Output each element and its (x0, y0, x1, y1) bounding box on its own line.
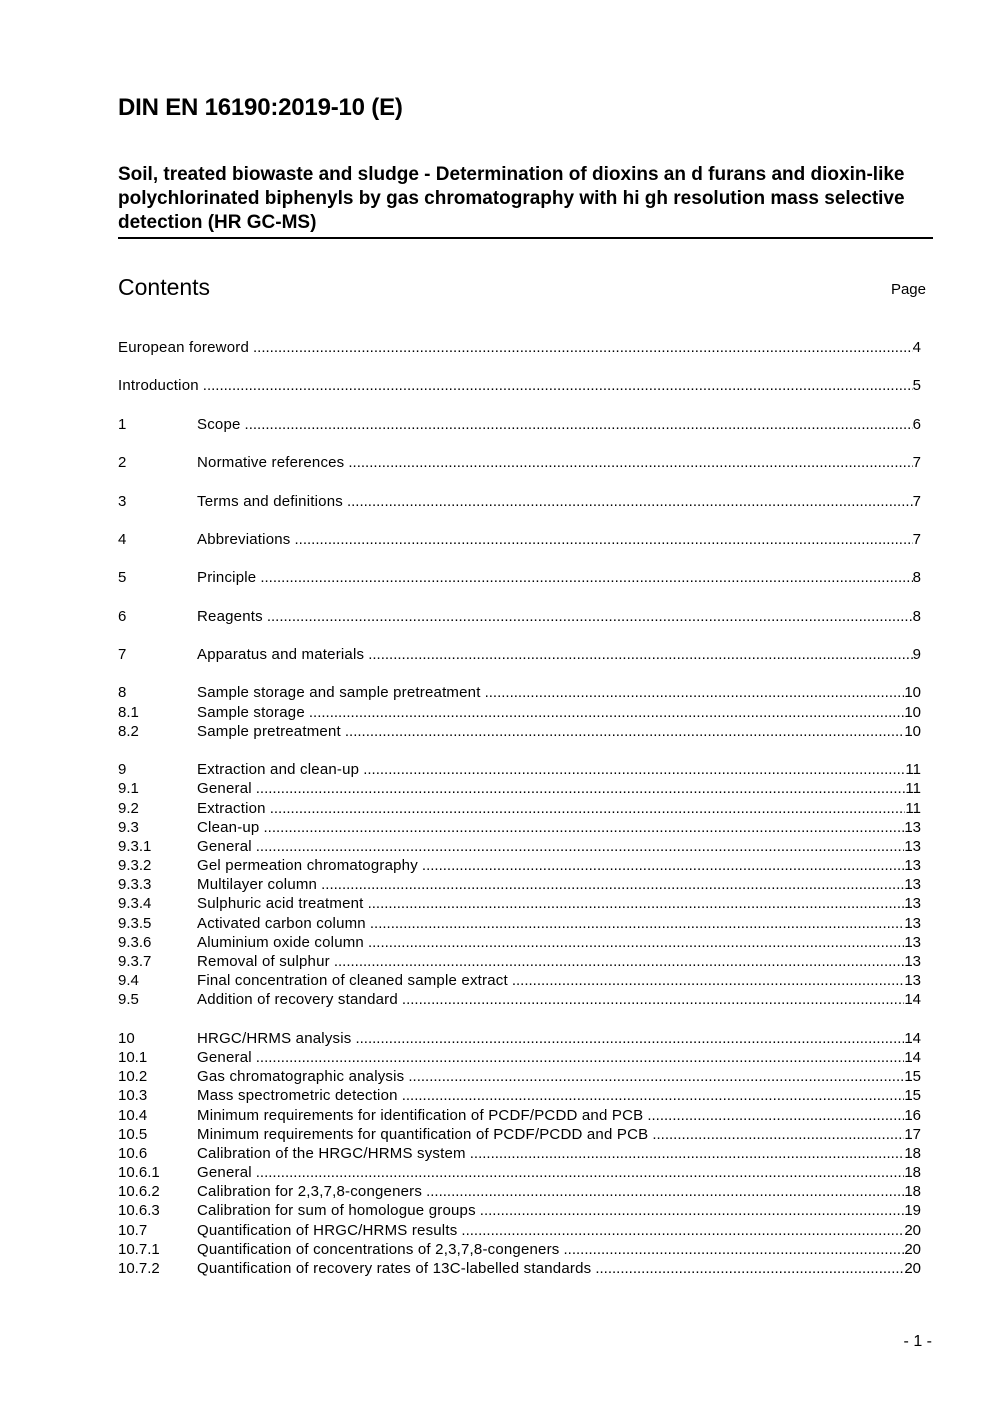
toc-entry-page: 9 (912, 646, 921, 663)
toc-entry-page: 18 (904, 1183, 921, 1201)
toc-entry[interactable] (118, 856, 921, 875)
toc-entry[interactable] (118, 1144, 921, 1163)
toc-entry[interactable] (118, 1163, 921, 1182)
toc-entry-page: 11 (905, 780, 921, 798)
toc-entry-number: 10.6.2 (118, 1183, 160, 1201)
toc-dot-leader (355, 1029, 904, 1048)
toc-dot-leader (368, 894, 905, 913)
toc-dot-leader (647, 1106, 904, 1125)
toc-dot-leader (245, 415, 913, 434)
toc-dot-leader (345, 722, 904, 741)
toc-entry-title: Aluminium oxide column (197, 933, 364, 951)
toc-entry-page: 13 (904, 895, 921, 913)
toc-entry[interactable] (118, 530, 921, 549)
toc-entry-number: 9.1 (118, 780, 139, 798)
toc-dot-leader (595, 1259, 904, 1278)
toc-entry-title: Sample pretreatment (197, 722, 341, 740)
toc-entry-page: 11 (905, 761, 921, 779)
toc-entry-title: Sample storage (197, 703, 305, 721)
toc-entry-title: Normative references (197, 454, 345, 472)
toc-entry[interactable] (118, 1029, 921, 1048)
table-of-contents (118, 338, 921, 1278)
toc-entry[interactable] (118, 1201, 921, 1220)
toc-dot-leader (256, 1048, 905, 1067)
toc-entry-page: 10 (904, 703, 921, 721)
toc-entry-number: 10.7.1 (118, 1240, 160, 1258)
toc-dot-leader (253, 338, 913, 357)
toc-dot-leader (512, 971, 904, 990)
toc-entry[interactable] (118, 990, 921, 1009)
toc-entry-number: 4 (118, 530, 127, 548)
toc-entry-title: Mass spectrometric detection (197, 1087, 398, 1105)
document-id: DIN EN 16190:2019-10 (E) (118, 94, 403, 121)
toc-entry-page: 8 (912, 607, 921, 625)
toc-entry[interactable] (118, 914, 921, 933)
toc-entry[interactable] (118, 894, 921, 913)
toc-entry-title: Sample storage and sample pretreatment (197, 684, 481, 702)
toc-entry-number: 9.5 (118, 991, 139, 1009)
toc-entry-number: 9.4 (118, 972, 139, 990)
toc-entry-title: European foreword (118, 339, 249, 356)
toc-entry-number: 9.3.5 (118, 914, 152, 932)
toc-entry[interactable] (118, 799, 921, 818)
toc-dot-leader (295, 530, 913, 549)
toc-entry-title: Calibration of the HRGC/HRMS system (197, 1144, 466, 1162)
toc-entry[interactable] (118, 1086, 921, 1105)
toc-entry[interactable] (118, 952, 921, 971)
toc-entry-page: 7 (912, 454, 921, 472)
toc-dot-leader (408, 1067, 904, 1086)
toc-entry-page: 10 (904, 684, 921, 702)
page-number: - 1 - (903, 1333, 932, 1350)
toc-entry-number: 8.2 (118, 722, 139, 740)
toc-entry-title: Reagents (197, 607, 263, 625)
toc-entry-title: Quantification of recovery rates of 13C-labelled standards (197, 1260, 592, 1277)
contents-heading: Contents (118, 274, 211, 300)
toc-entry-title: Addition of recovery standard (197, 991, 398, 1009)
toc-dot-leader (368, 933, 904, 952)
toc-dot-leader (485, 683, 905, 702)
toc-dot-leader (348, 453, 912, 472)
toc-entry-title: Scope (197, 415, 241, 433)
toc-entry-page: 16 (904, 1106, 921, 1124)
toc-entry-title: Minimum requirements for identification of PCDF/PCDD and PCB (197, 1106, 644, 1124)
toc-entry-number: 10.7 (118, 1221, 148, 1239)
toc-entry-page: 13 (904, 972, 921, 990)
toc-entry-number: 10.7.2 (118, 1260, 160, 1277)
toc-dot-leader (260, 568, 912, 587)
toc-entry[interactable] (118, 453, 921, 472)
toc-entry-page: 18 (904, 1144, 921, 1162)
toc-entry-number: 9.3.4 (118, 895, 152, 913)
toc-entry-page: 11 (905, 799, 921, 817)
toc-entry-title: Removal of sulphur (197, 953, 330, 970)
toc-entry-page: 10 (904, 722, 921, 740)
toc-entry[interactable] (118, 1067, 921, 1086)
toc-dot-leader (363, 760, 905, 779)
toc-entry-page: 4 (912, 339, 921, 356)
toc-entry[interactable] (118, 837, 921, 856)
toc-entry-page: 20 (904, 1260, 921, 1277)
toc-dot-leader (347, 492, 913, 511)
toc-entry[interactable] (118, 1125, 921, 1144)
toc-entry[interactable] (118, 1182, 921, 1201)
toc-entry[interactable] (118, 722, 921, 741)
toc-entry-page: 13 (904, 837, 921, 855)
toc-entry-title: Activated carbon column (197, 914, 366, 932)
toc-entry-title: Abbreviations (197, 530, 291, 548)
toc-entry-number: 10.4 (118, 1106, 148, 1124)
toc-entry[interactable] (118, 971, 921, 990)
toc-dot-leader (256, 837, 905, 856)
page-column-heading: Page (890, 281, 926, 298)
toc-entry-number: 9.3.2 (118, 857, 152, 875)
toc-entry[interactable] (118, 760, 921, 779)
toc-entry[interactable] (118, 568, 921, 587)
toc-entry[interactable] (118, 683, 921, 702)
toc-entry-page: 18 (904, 1164, 921, 1182)
toc-entry-title: Terms and definitions (197, 492, 343, 510)
toc-entry-page: 20 (904, 1240, 921, 1258)
toc-entry-title: Introduction (118, 377, 199, 395)
toc-entry-page: 8 (912, 569, 921, 587)
toc-entry-number: 3 (118, 492, 127, 510)
toc-entry-number: 9 (118, 761, 127, 779)
toc-dot-leader (263, 818, 904, 837)
toc-dot-leader (368, 645, 912, 664)
toc-entry-number: 10.6.3 (118, 1202, 160, 1220)
toc-entry-number: 2 (118, 454, 127, 472)
toc-dot-leader (267, 607, 913, 626)
document-title: Soil, treated biowaste and sludge - Determination of dioxins an d furans and dioxin-like polychlorinated biphenyls by gas chromatography with hi gh resolution mass selective detection (HR GC-MS) (118, 163, 933, 239)
toc-dot-leader (370, 914, 904, 933)
toc-entry-page: 13 (904, 953, 921, 970)
toc-dot-leader (309, 703, 904, 722)
toc-entry-number: 7 (118, 646, 127, 663)
toc-entry[interactable] (118, 415, 921, 434)
toc-entry-page: 14 (904, 1048, 921, 1066)
toc-dot-leader (480, 1201, 905, 1220)
toc-entry-title: Clean-up (197, 818, 260, 836)
toc-entry-title: Quantification of concentrations of 2,3,7,8-congeners (197, 1240, 560, 1258)
toc-dot-leader (461, 1221, 904, 1240)
toc-entry-page: 17 (904, 1125, 921, 1143)
toc-entry-page: 20 (904, 1221, 921, 1239)
toc-dot-leader (470, 1144, 905, 1163)
toc-dot-leader (422, 856, 904, 875)
toc-entry[interactable] (118, 818, 921, 837)
toc-entry-number: 9.3.3 (118, 876, 152, 894)
toc-entry[interactable] (118, 703, 921, 722)
toc-entry-number: 10.1 (118, 1048, 148, 1066)
toc-entry[interactable] (118, 607, 921, 626)
toc-dot-leader (402, 1086, 905, 1105)
toc-entry-title: General (197, 1048, 252, 1066)
toc-entry-page: 15 (904, 1068, 921, 1086)
toc-dot-leader (652, 1125, 904, 1144)
toc-dot-leader (270, 799, 906, 818)
toc-dot-leader (256, 779, 906, 798)
toc-entry-title: Final concentration of cleaned sample extract (197, 972, 508, 990)
toc-entry-title: Principle (197, 569, 257, 587)
toc-entry-title: Quantification of HRGC/HRMS results (197, 1221, 458, 1239)
toc-entry-number: 8 (118, 684, 127, 702)
toc-entry-title: Sulphuric acid treatment (197, 895, 364, 913)
toc-entry[interactable] (118, 1221, 921, 1240)
toc-entry-page: 5 (912, 377, 921, 395)
toc-entry-title: General (197, 1164, 252, 1182)
toc-entry-page: 14 (904, 991, 921, 1009)
toc-entry-title: Minimum requirements for quantification of PCDF/PCDD and PCB (197, 1125, 649, 1143)
toc-entry-page: 13 (904, 914, 921, 932)
toc-entry[interactable] (118, 779, 921, 798)
toc-entry[interactable] (118, 1048, 921, 1067)
toc-dot-leader (203, 376, 913, 395)
toc-entry-page: 6 (912, 415, 921, 433)
toc-entry-page: 13 (904, 818, 921, 836)
toc-entry-number: 1 (118, 415, 127, 433)
toc-entry-title: Calibration for 2,3,7,8-congeners (197, 1183, 423, 1201)
toc-entry[interactable] (118, 376, 921, 395)
toc-entry-number: 9.3.1 (118, 837, 152, 855)
toc-entry-number: 8.1 (118, 703, 139, 721)
toc-entry-page: 7 (912, 492, 921, 510)
toc-entry-page: 13 (904, 857, 921, 875)
toc-entry[interactable] (118, 338, 921, 357)
toc-entry-page: 15 (904, 1087, 921, 1105)
toc-dot-leader (426, 1182, 904, 1201)
toc-entry[interactable] (118, 1240, 921, 1259)
toc-dot-leader (256, 1163, 905, 1182)
toc-entry-number: 9.3.7 (118, 953, 152, 970)
toc-entry[interactable] (118, 1259, 921, 1278)
toc-entry-page: 13 (904, 933, 921, 951)
toc-entry-title: HRGC/HRMS analysis (197, 1029, 352, 1047)
toc-entry-number: 10.6 (118, 1144, 148, 1162)
toc-entry-page: 14 (904, 1029, 921, 1047)
toc-entry-number: 10 (118, 1029, 135, 1047)
toc-dot-leader (402, 990, 904, 1009)
toc-entry-page: 7 (912, 530, 921, 548)
toc-entry-number: 9.2 (118, 799, 139, 817)
toc-entry-number: 9.3.6 (118, 933, 152, 951)
toc-entry[interactable] (118, 1106, 921, 1125)
toc-entry[interactable] (118, 645, 921, 664)
toc-entry[interactable] (118, 492, 921, 511)
toc-entry-page: 19 (904, 1202, 921, 1220)
toc-entry-title: General (197, 780, 252, 798)
toc-entry-number: 10.6.1 (118, 1164, 160, 1182)
toc-entry[interactable] (118, 875, 921, 894)
toc-entry-title: Extraction and clean-up (197, 761, 360, 779)
toc-entry-title: Multilayer column (197, 876, 318, 894)
toc-entry-number: 9.3 (118, 818, 139, 836)
toc-entry-title: Extraction (197, 799, 266, 817)
toc-entry-number: 10.5 (118, 1125, 148, 1143)
toc-dot-leader (564, 1240, 905, 1259)
toc-entry-title: Gel permeation chromatography (197, 857, 418, 875)
toc-entry-page: 13 (904, 876, 921, 894)
toc-entry-number: 6 (118, 607, 127, 625)
toc-entry[interactable] (118, 933, 921, 952)
toc-dot-leader (334, 952, 904, 971)
toc-entry-number: 5 (118, 569, 127, 587)
toc-entry-title: Apparatus and materials (197, 646, 365, 663)
toc-entry-number: 10.2 (118, 1068, 148, 1086)
toc-entry-title: General (197, 837, 252, 855)
toc-entry-title: Calibration for sum of homologue groups (197, 1202, 476, 1220)
toc-entry-title: Gas chromatographic analysis (197, 1068, 405, 1086)
toc-dot-leader (321, 875, 904, 894)
toc-entry-number: 10.3 (118, 1087, 148, 1105)
